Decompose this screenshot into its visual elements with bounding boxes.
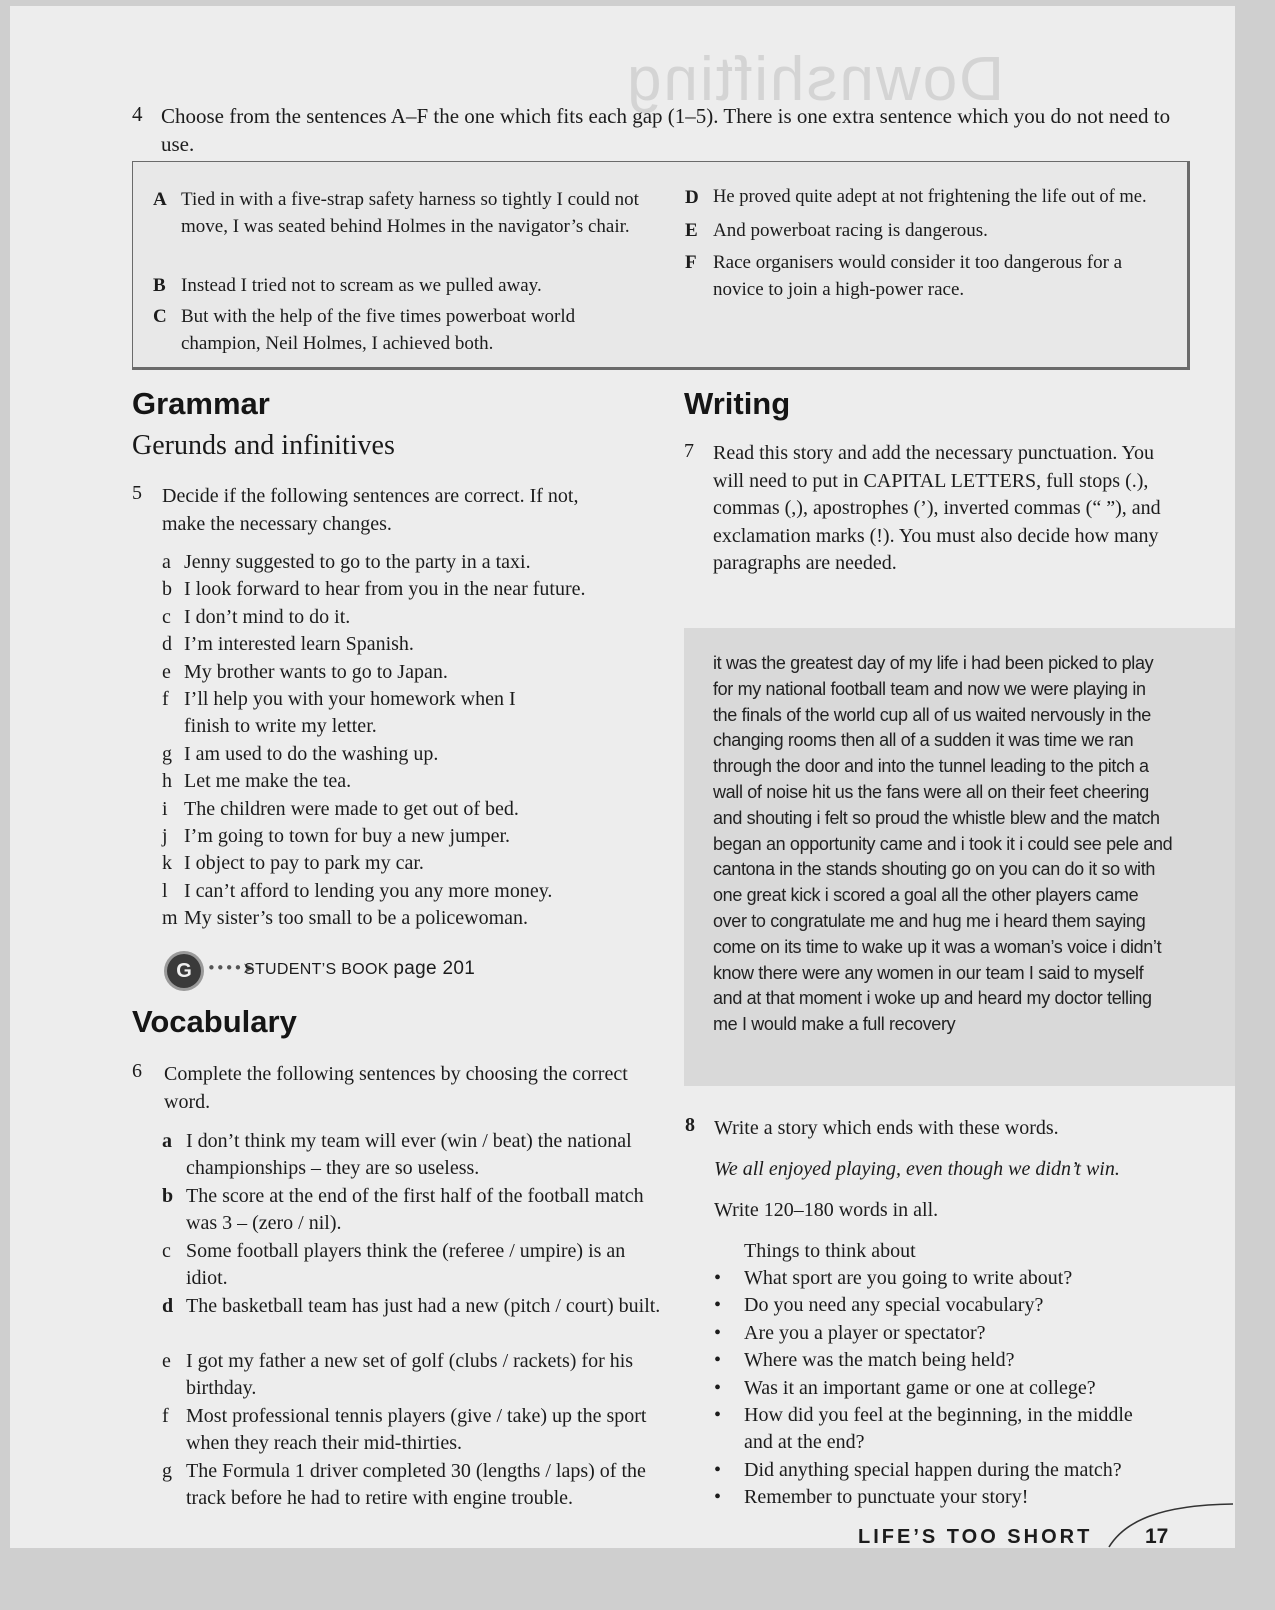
list-item [162,1128,682,1183]
list-item [714,1402,1214,1457]
item-text: I’m going to town for buy a new jumper. [184,825,511,847]
things-list [714,1265,1214,1515]
item-letter: a [162,1130,172,1152]
list-item [162,850,682,877]
grammar-reference-badge: G [167,954,201,988]
ex4-instruction: Choose from the sentences A–F the one which fits each gap (1–5). There is one extra sentence which you do not need to use. [161,104,1171,156]
item-text: I look forward to hear from you in the near future. [184,578,586,601]
things-heading: Things to think about [744,1240,916,1262]
item-text: Are you a player or spectator? [744,1321,986,1344]
item-text: I’ll help you with your homework when I finish to write my letter. [184,688,516,738]
ex6-number: 6 [132,1060,142,1082]
bullet-icon: • [714,1486,722,1509]
reference-label: STUDENT’S BOOK [244,961,389,978]
list-item [714,1347,1214,1374]
item-letter: e [162,1349,171,1372]
unpunctuated-story: it was the greatest day of my life i had been picked to play for my national football team and now we were playing in the finals of the world cup all of us waited nervously in the changing rooms then all of a sudden it was time we ran through the door and into the tunnel leading to the pitch a wall of noise hit us the fans were all on their feet cheering and shouting i felt so proud the whistle blew and the match began an opportunity came and i took it i could see pele and cantona in the stands shouting go on you can do it so with one great kick i scored a goal all the other players came over to congratulate me and hug me i heard them saying come on its time to wake up it was a woman’s voice i didn’t know there were any women in our team I said to myself and at that moment i woke up and heard my doctor telling me I would make a full recovery [713,653,1173,1035]
item-letter: h [162,770,172,793]
item-text: What sport are you going to write about? [744,1267,1073,1289]
list-item [162,1348,682,1403]
list-item [714,1265,1214,1292]
item-letter: e [162,660,171,683]
option-text: And powerboat racing is dangerous. [713,220,988,241]
item-text: Some football players think the (referee / umpire) is an idiot. [186,1240,626,1290]
item-text: The score at the end of the first half of the football match was 3 – (zero / nil). [186,1185,644,1235]
item-text: The children were made to get out of bed. [184,797,519,820]
item-text: The basketball team has just had a new (pitch / court) built. [186,1294,661,1317]
item-text: I can’t afford to lending you any more money. [184,879,553,902]
ex7-instruction: Read this story and add the necessary punctuation. You will need to put in CAPITAL LETTERS, full stops (.), commas (,), apostrophes (’), inverted commas (“ ”), and exclamation marks (!). You must also decide how many paragraphs are needed. [713,442,1161,575]
item-letter: c [162,1240,171,1262]
option-letter: F [685,252,697,273]
item-letter: b [162,1185,174,1207]
item-text: I’m interested learn Spanish. [184,633,414,656]
item-letter: l [162,879,168,902]
list-item [162,1238,682,1293]
list-item [162,905,682,932]
list-item [162,768,682,795]
bullet-icon: • [714,1376,722,1399]
item-text: Most professional tennis players (give / take) up the sport when they reach their mid-thirties. [186,1404,647,1454]
option-d [685,184,1185,211]
ex7-number: 7 [684,440,694,462]
footer-swoosh [1105,1501,1235,1548]
list-item [714,1457,1214,1484]
list-item [162,604,682,631]
story-box [684,628,1235,1086]
ex8-instruction: Write a story which ends with these words. [714,1117,1059,1139]
list-item [162,823,682,850]
ex6-items [162,1128,682,1518]
item-letter: f [162,688,169,710]
option-letter: B [153,275,166,296]
item-text: I don’t mind to do it. [184,605,351,628]
item-text: Where was the match being held? [744,1349,1015,1372]
bullet-icon: • [714,1404,722,1426]
vocabulary-heading: Vocabulary [132,1004,297,1039]
list-item [162,576,682,603]
list-item [162,549,682,576]
item-letter: g [162,742,172,765]
item-text: Remember to punctuate your story! [744,1486,1029,1509]
ex8-word-count: Write 120–180 words in all. [714,1199,939,1221]
list-item [162,631,682,658]
bullet-icon: • [714,1349,722,1372]
option-letter: E [685,220,698,241]
ex8-number: 8 [685,1114,695,1136]
item-letter: j [162,825,168,847]
students-book-reference [244,958,475,980]
item-letter: d [162,1294,174,1317]
item-text: My brother wants to go to Japan. [184,660,448,683]
list-item [162,686,682,741]
list-item [162,659,682,686]
list-item [162,1403,682,1458]
item-letter: b [162,578,172,601]
arrow-right-icon: ••••➤ [207,959,255,977]
option-b [153,272,653,299]
item-letter: g [162,1459,172,1482]
option-e [685,217,1185,244]
item-text: I got my father a new set of golf (clubs / rackets) for his birthday. [186,1349,634,1399]
item-text: I object to pay to park my car. [184,852,424,875]
item-text: I don’t think my team will ever (win / beat) the national championships – they are so useless. [186,1130,632,1180]
ex8-ending-sentence: We all enjoyed playing, even though we didn’t win. [714,1158,1120,1180]
item-text: My sister’s too small to be a policewoman. [184,907,529,930]
bullet-icon: • [714,1294,722,1317]
ex5-items [162,549,682,929]
list-item [162,796,682,823]
list-item [162,878,682,905]
item-letter: a [162,551,171,573]
item-letter: m [162,907,178,930]
unit-title: LIFE’S TOO SHORT [858,1526,1093,1548]
option-letter: A [153,189,167,210]
writing-heading: Writing [684,386,791,421]
option-text: Instead I tried not to scream as we pulled away. [181,275,542,296]
item-text: How did you feel at the beginning, in the middle and at the end? [744,1404,1133,1454]
item-text: Did anything special happen during the match? [744,1458,1122,1481]
list-item [162,1183,682,1238]
list-item [714,1375,1214,1402]
item-letter: c [162,605,171,628]
list-item [162,1458,682,1513]
bullet-icon: • [714,1321,722,1344]
option-c [153,303,653,357]
list-item [714,1320,1214,1347]
ex5-number: 5 [132,482,142,504]
option-text: But with the help of the five times powerboat world champion, Neil Holmes, I achieved both. [181,306,576,354]
item-text: Was it an important game or one at college? [744,1376,1096,1399]
list-item [162,1293,682,1348]
item-letter: i [162,797,168,820]
workbook-page [10,6,1235,1548]
list-item [162,741,682,768]
ex4-number: 4 [132,102,143,126]
item-text: The Formula 1 driver completed 30 (lengths / laps) of the track before he had to retire with engine trouble. [186,1459,646,1509]
item-letter: d [162,633,172,656]
grammar-subheading: Gerunds and infinitives [132,430,395,461]
page-number: 17 [1145,1525,1169,1548]
option-text: Race organisers would consider it too dangerous for a novice to join a high-power race. [713,252,1123,300]
bullet-icon: • [714,1458,722,1481]
item-text: Jenny suggested to go to the party in a taxi. [184,551,531,573]
item-letter: f [162,1404,169,1427]
ex5-instruction: Decide if the following sentences are correct. If not, make the necessary changes. [162,485,579,535]
item-text: Do you need any special vocabulary? [744,1294,1044,1317]
item-text: I am used to do the washing up. [184,742,439,765]
bullet-icon: • [714,1267,722,1289]
option-letter: C [153,306,167,327]
ex6-instruction: Complete the following sentences by choosing the correct word. [164,1063,628,1113]
option-letter: D [685,187,699,208]
item-text: Let me make the tea. [184,770,352,793]
list-item [714,1292,1214,1319]
grammar-heading: Grammar [132,386,270,421]
ex4-options-box [132,161,1190,370]
item-letter: k [162,852,172,875]
option-a [153,186,653,267]
option-f [685,249,1185,303]
option-text: He proved quite adept at not frightening the life out of me. [713,187,1147,207]
page-header-fragment: Downshifting [625,45,1004,114]
reference-page: page 201 [393,958,476,979]
option-text: Tied in with a five-strap safety harness so tightly I could not move, I was seated behind Holmes in the navigator’s chair. [181,189,639,237]
